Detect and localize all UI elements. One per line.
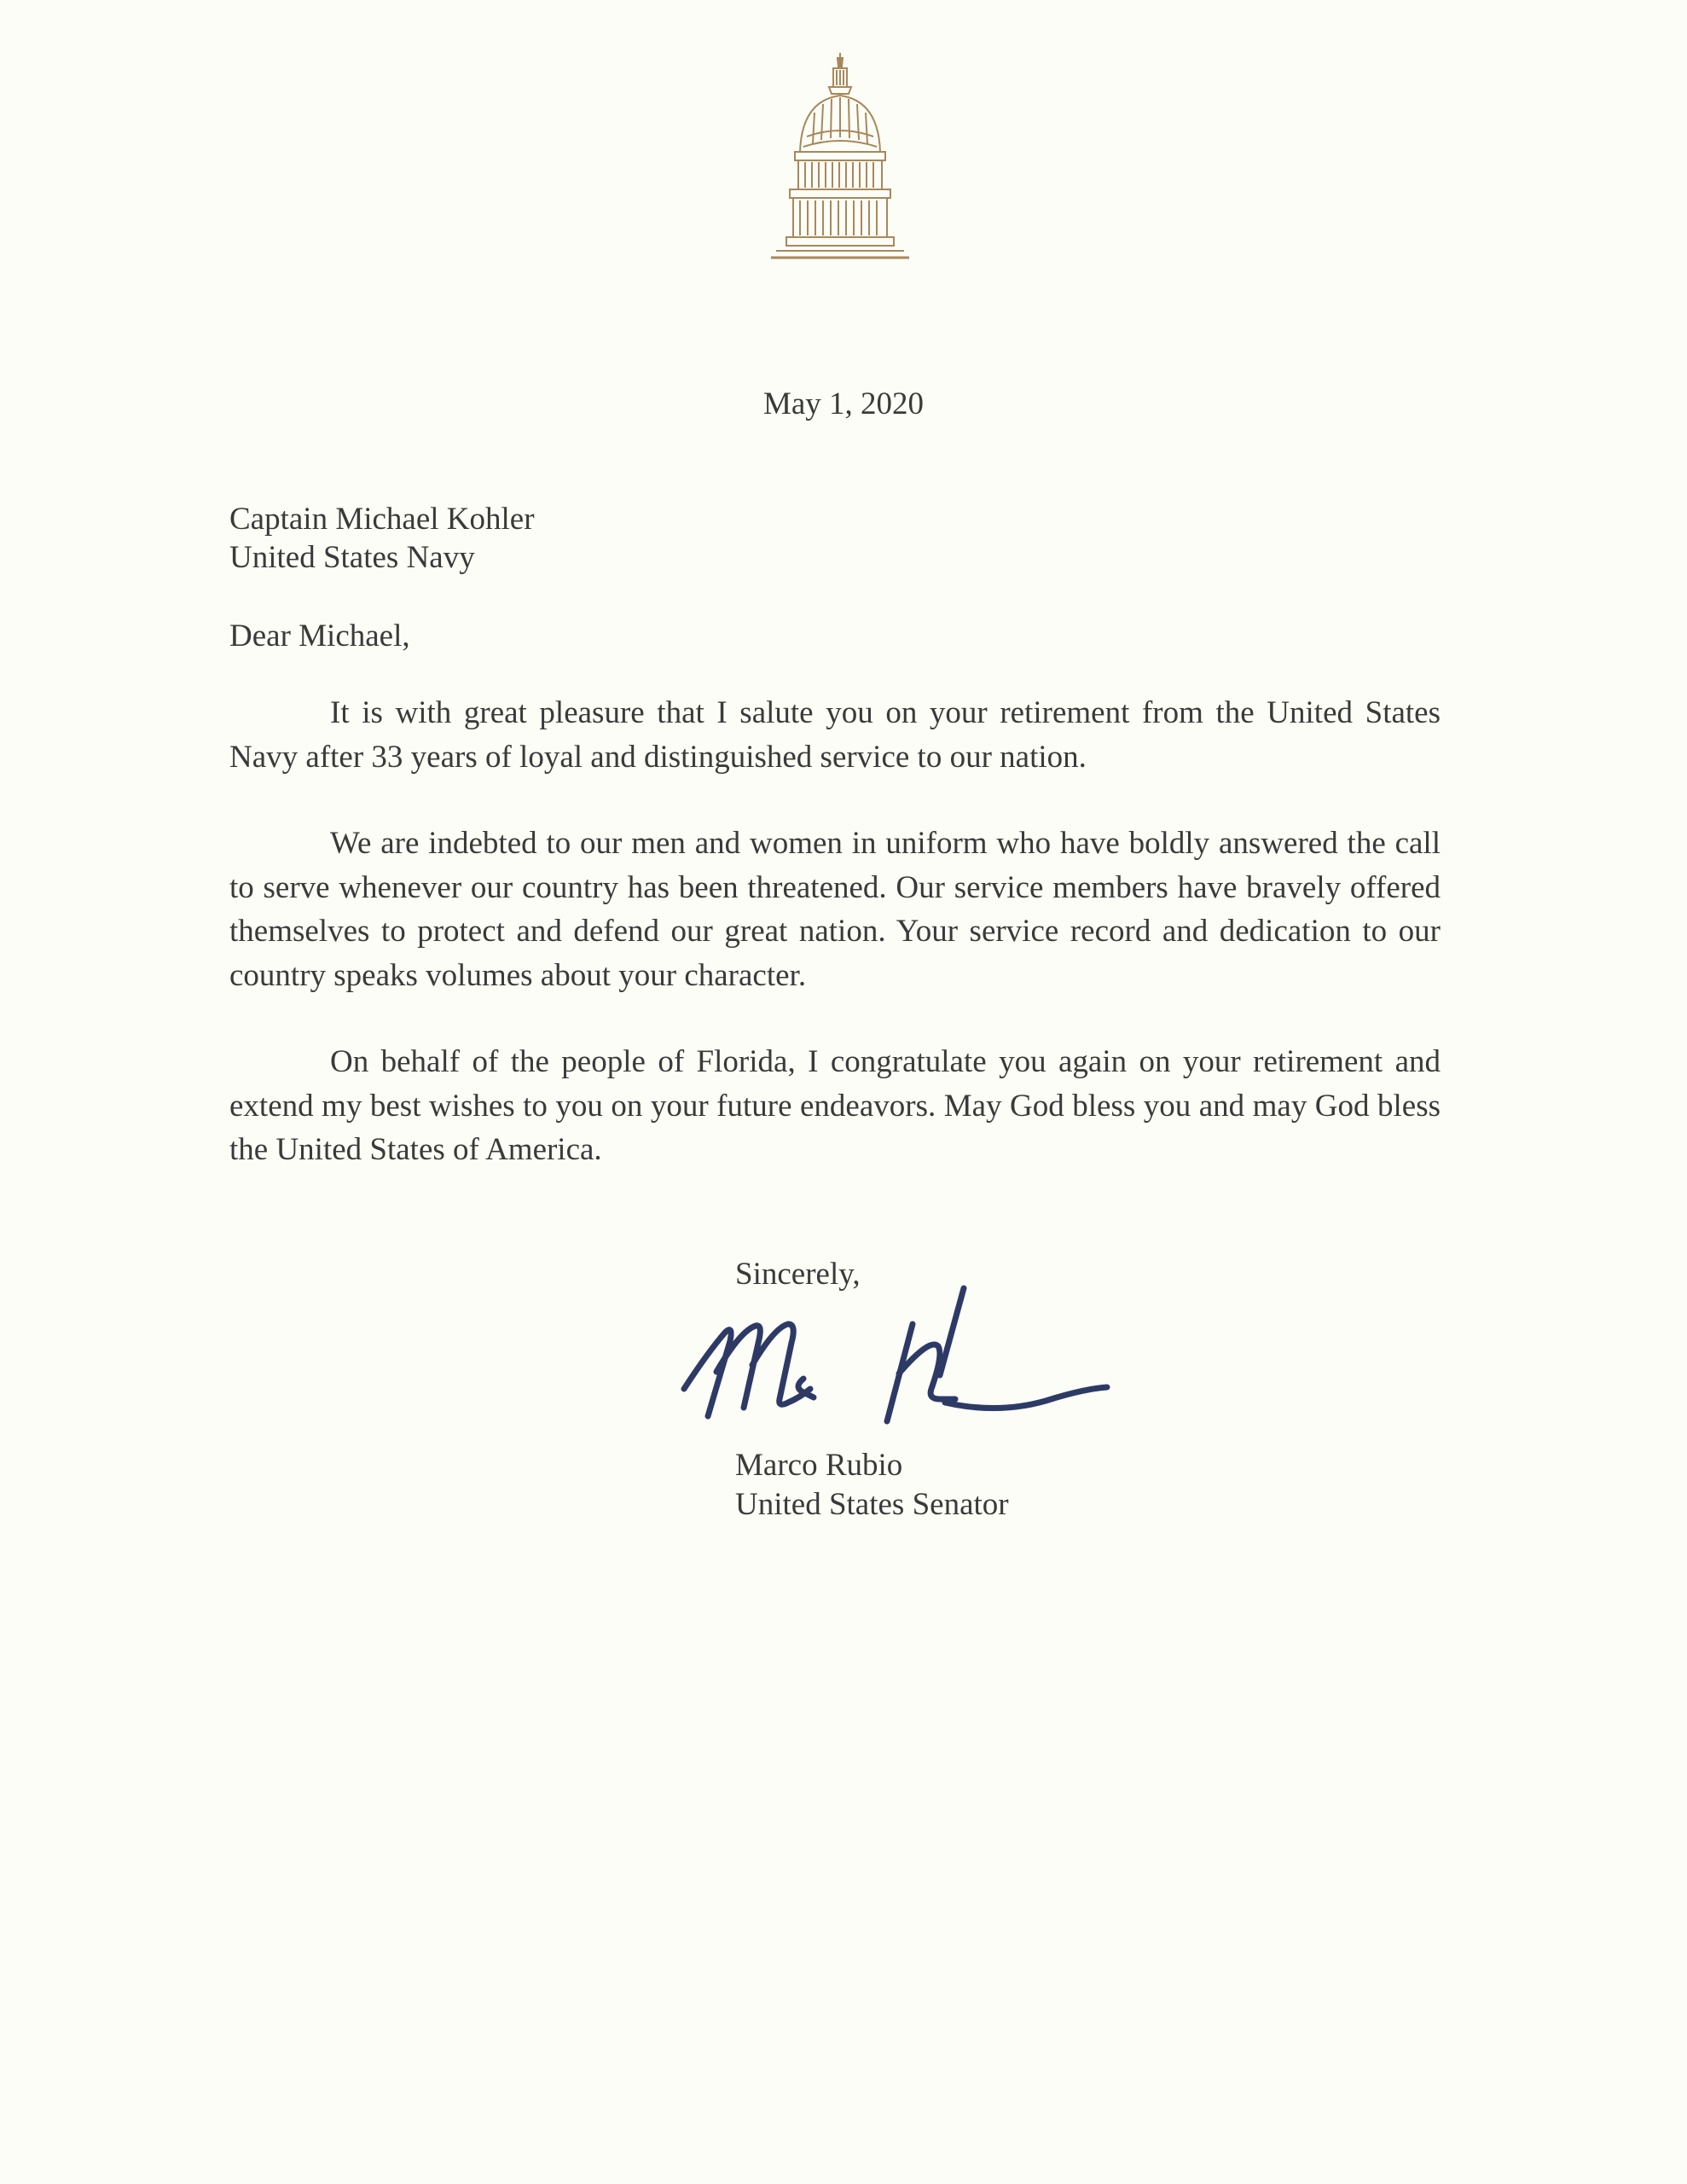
signer-title: United States Senator (735, 1487, 1009, 1522)
salutation: Dear Michael, (229, 619, 410, 653)
handwritten-signature-icon (674, 1271, 1117, 1433)
letter-date: May 1, 2020 (762, 386, 925, 421)
recipient-name: Captain Michael Kohler (229, 502, 535, 537)
body-paragraph-3: On behalf of the people of Florida, I congratulate you again on your retirement and extend my best wishes to you on your future endeavors. May God bless you and may God bless the United States of America. (229, 1044, 1441, 1167)
body-paragraph-2: We are indebted to our men and women in uniform who have boldly answered the call to serve whenever our country has been threatened. Our service members have bravely offered themselves to protect and defend our great nation. Your service record and dedication to our country speaks volumes about your character. (229, 826, 1441, 993)
recipient-address (229, 500, 535, 577)
letter-body (229, 691, 1441, 1215)
signer-block (735, 1446, 1009, 1525)
closing: Sincerely, (735, 1257, 861, 1292)
capitol-dome-icon (768, 51, 913, 264)
recipient-organization: United States Navy (229, 540, 475, 575)
signer-name: Marco Rubio (735, 1448, 903, 1483)
body-paragraph-1: It is with great pleasure that I salute you on your retirement from the United States Navy after 33 years of loyal and distinguished service to our nation. (229, 695, 1441, 775)
